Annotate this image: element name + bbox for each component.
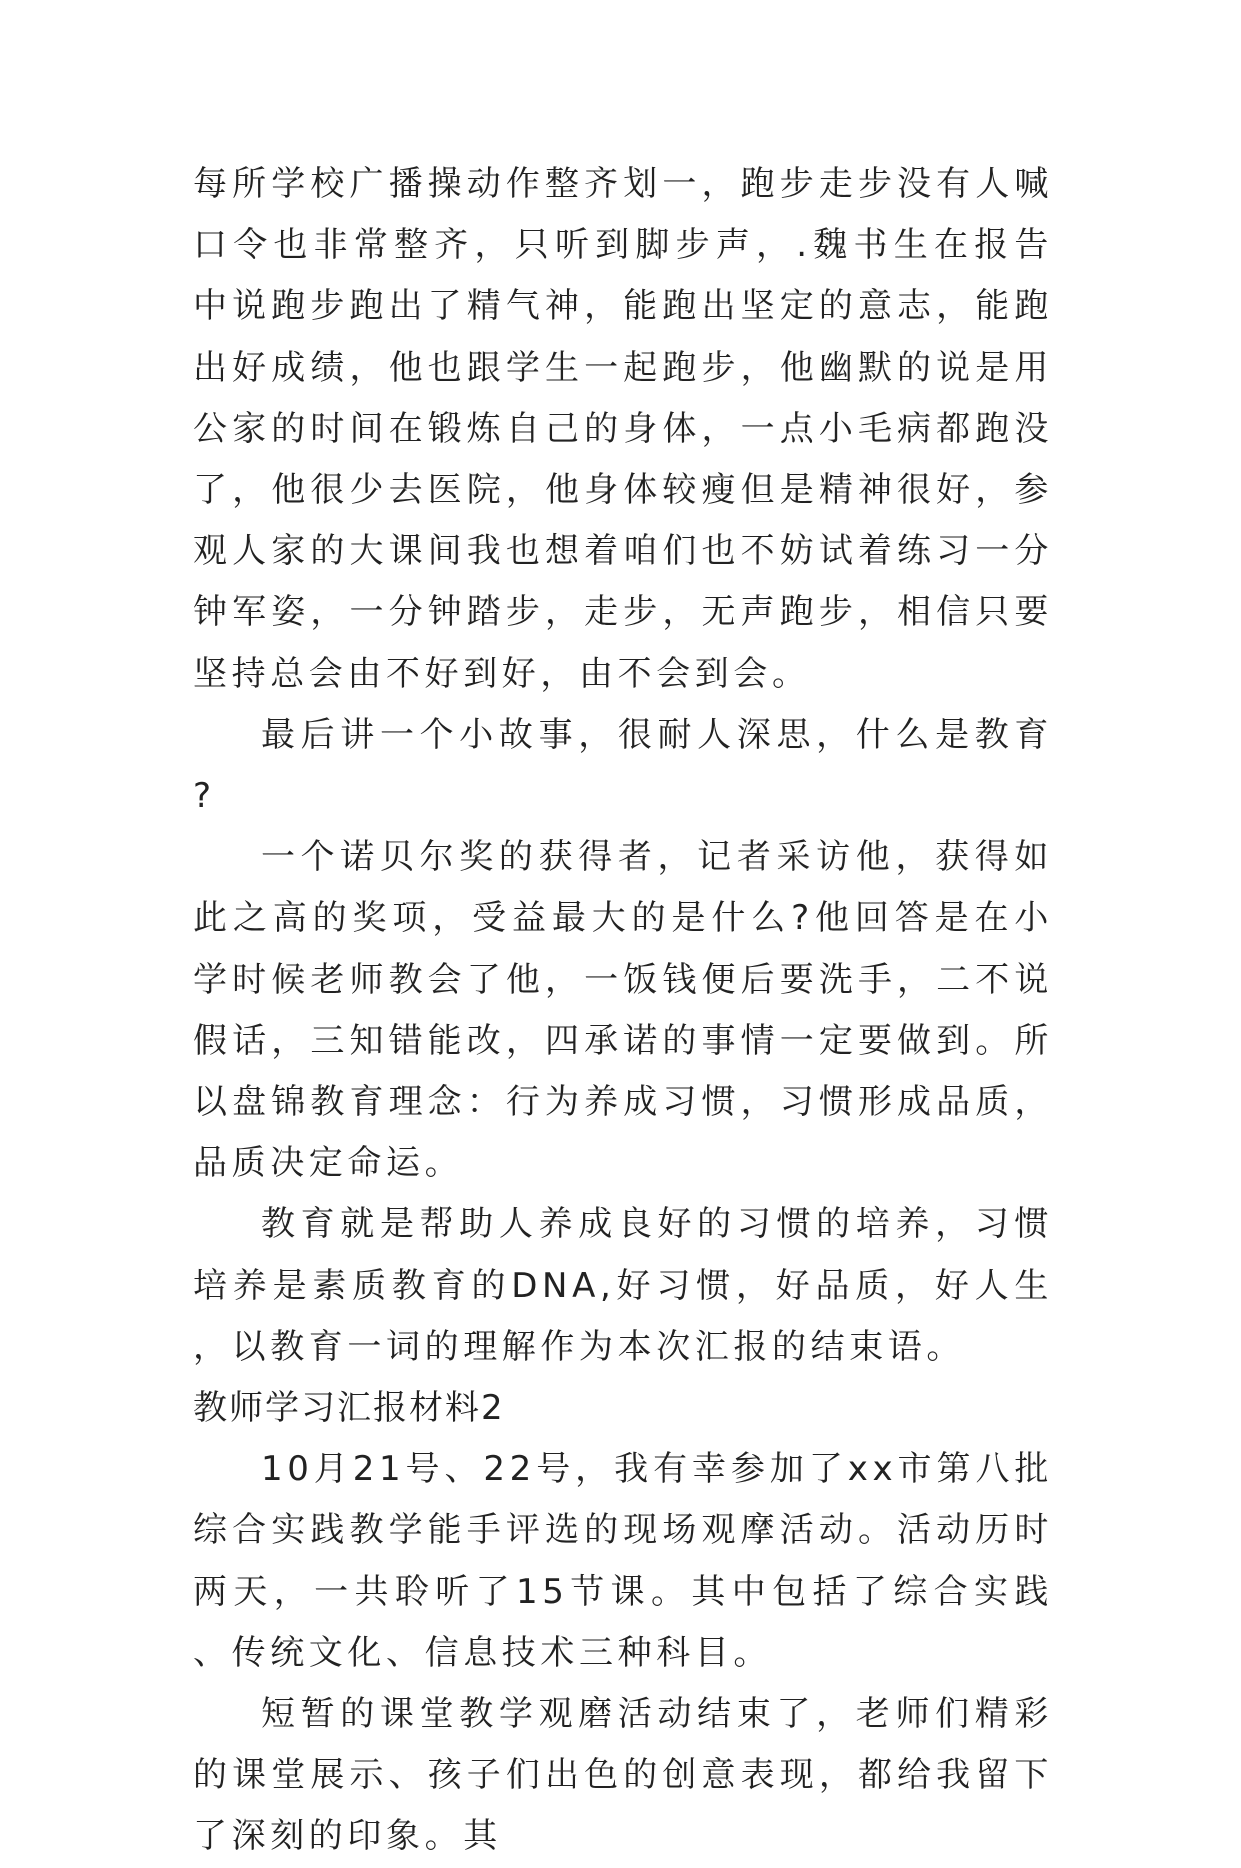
paragraph-story-intro: 最后讲一个小故事，很耐人深思，什么是教育? [193, 714, 1053, 817]
section-heading: 教师学习汇报材料2 [193, 1388, 505, 1429]
paragraph-continued: 每所学校广播操动作整齐划一，跑步走步没有人喊口令也非常整齐，只听到脚步声，.魏书生在报告中说跑步跑出了精气神，能跑出坚定的意志，能跑出好成绩，他也跟学生一起跑步，他幽默的说是用公家的时间在锻炼自己的身体，一点小毛病都跑没了，他很少去医院，他身体较瘦但是精神很好，参观人家的大课间我也想着咱们也不妨试着练习一分钟军姿，一分钟踏步，走步，无声跑步，相信只要坚持总会由不好到好，由不会到会。 [193, 164, 1053, 694]
paragraph-nobel-story: 一个诺贝尔奖的获得者，记者采访他，获得如此之高的奖项，受益最大的是什么?他回答是在小学时候老师教会了他，一饭钱便后要洗手，二不说假话，三知错能改，四承诺的事情一定要做到。所以盘锦教育理念：行为养成习惯，习惯形成品质，品质决定命运。 [193, 837, 1053, 1184]
paragraph-conclusion: 教育就是帮助人养成良好的习惯的培养，习惯培养是素质教育的DNA,好习惯，好品质，好人生，以教育一词的理解作为本次汇报的结束语。 [193, 1204, 1053, 1367]
paragraph-activity: 10月21号、22号，我有幸参加了xx市第八批综合实践教学能手评选的现场观摩活动。活动历时两天，一共聆听了15节课。其中包括了综合实践、传统文化、信息技术三种科目。 [193, 1449, 1053, 1673]
document-body [193, 154, 1053, 1868]
paragraph-impression: 短暂的课堂教学观磨活动结束了，老师们精彩的课堂展示、孩子们出色的创意表现，都给我留下了深刻的印象。其 [193, 1694, 1053, 1857]
